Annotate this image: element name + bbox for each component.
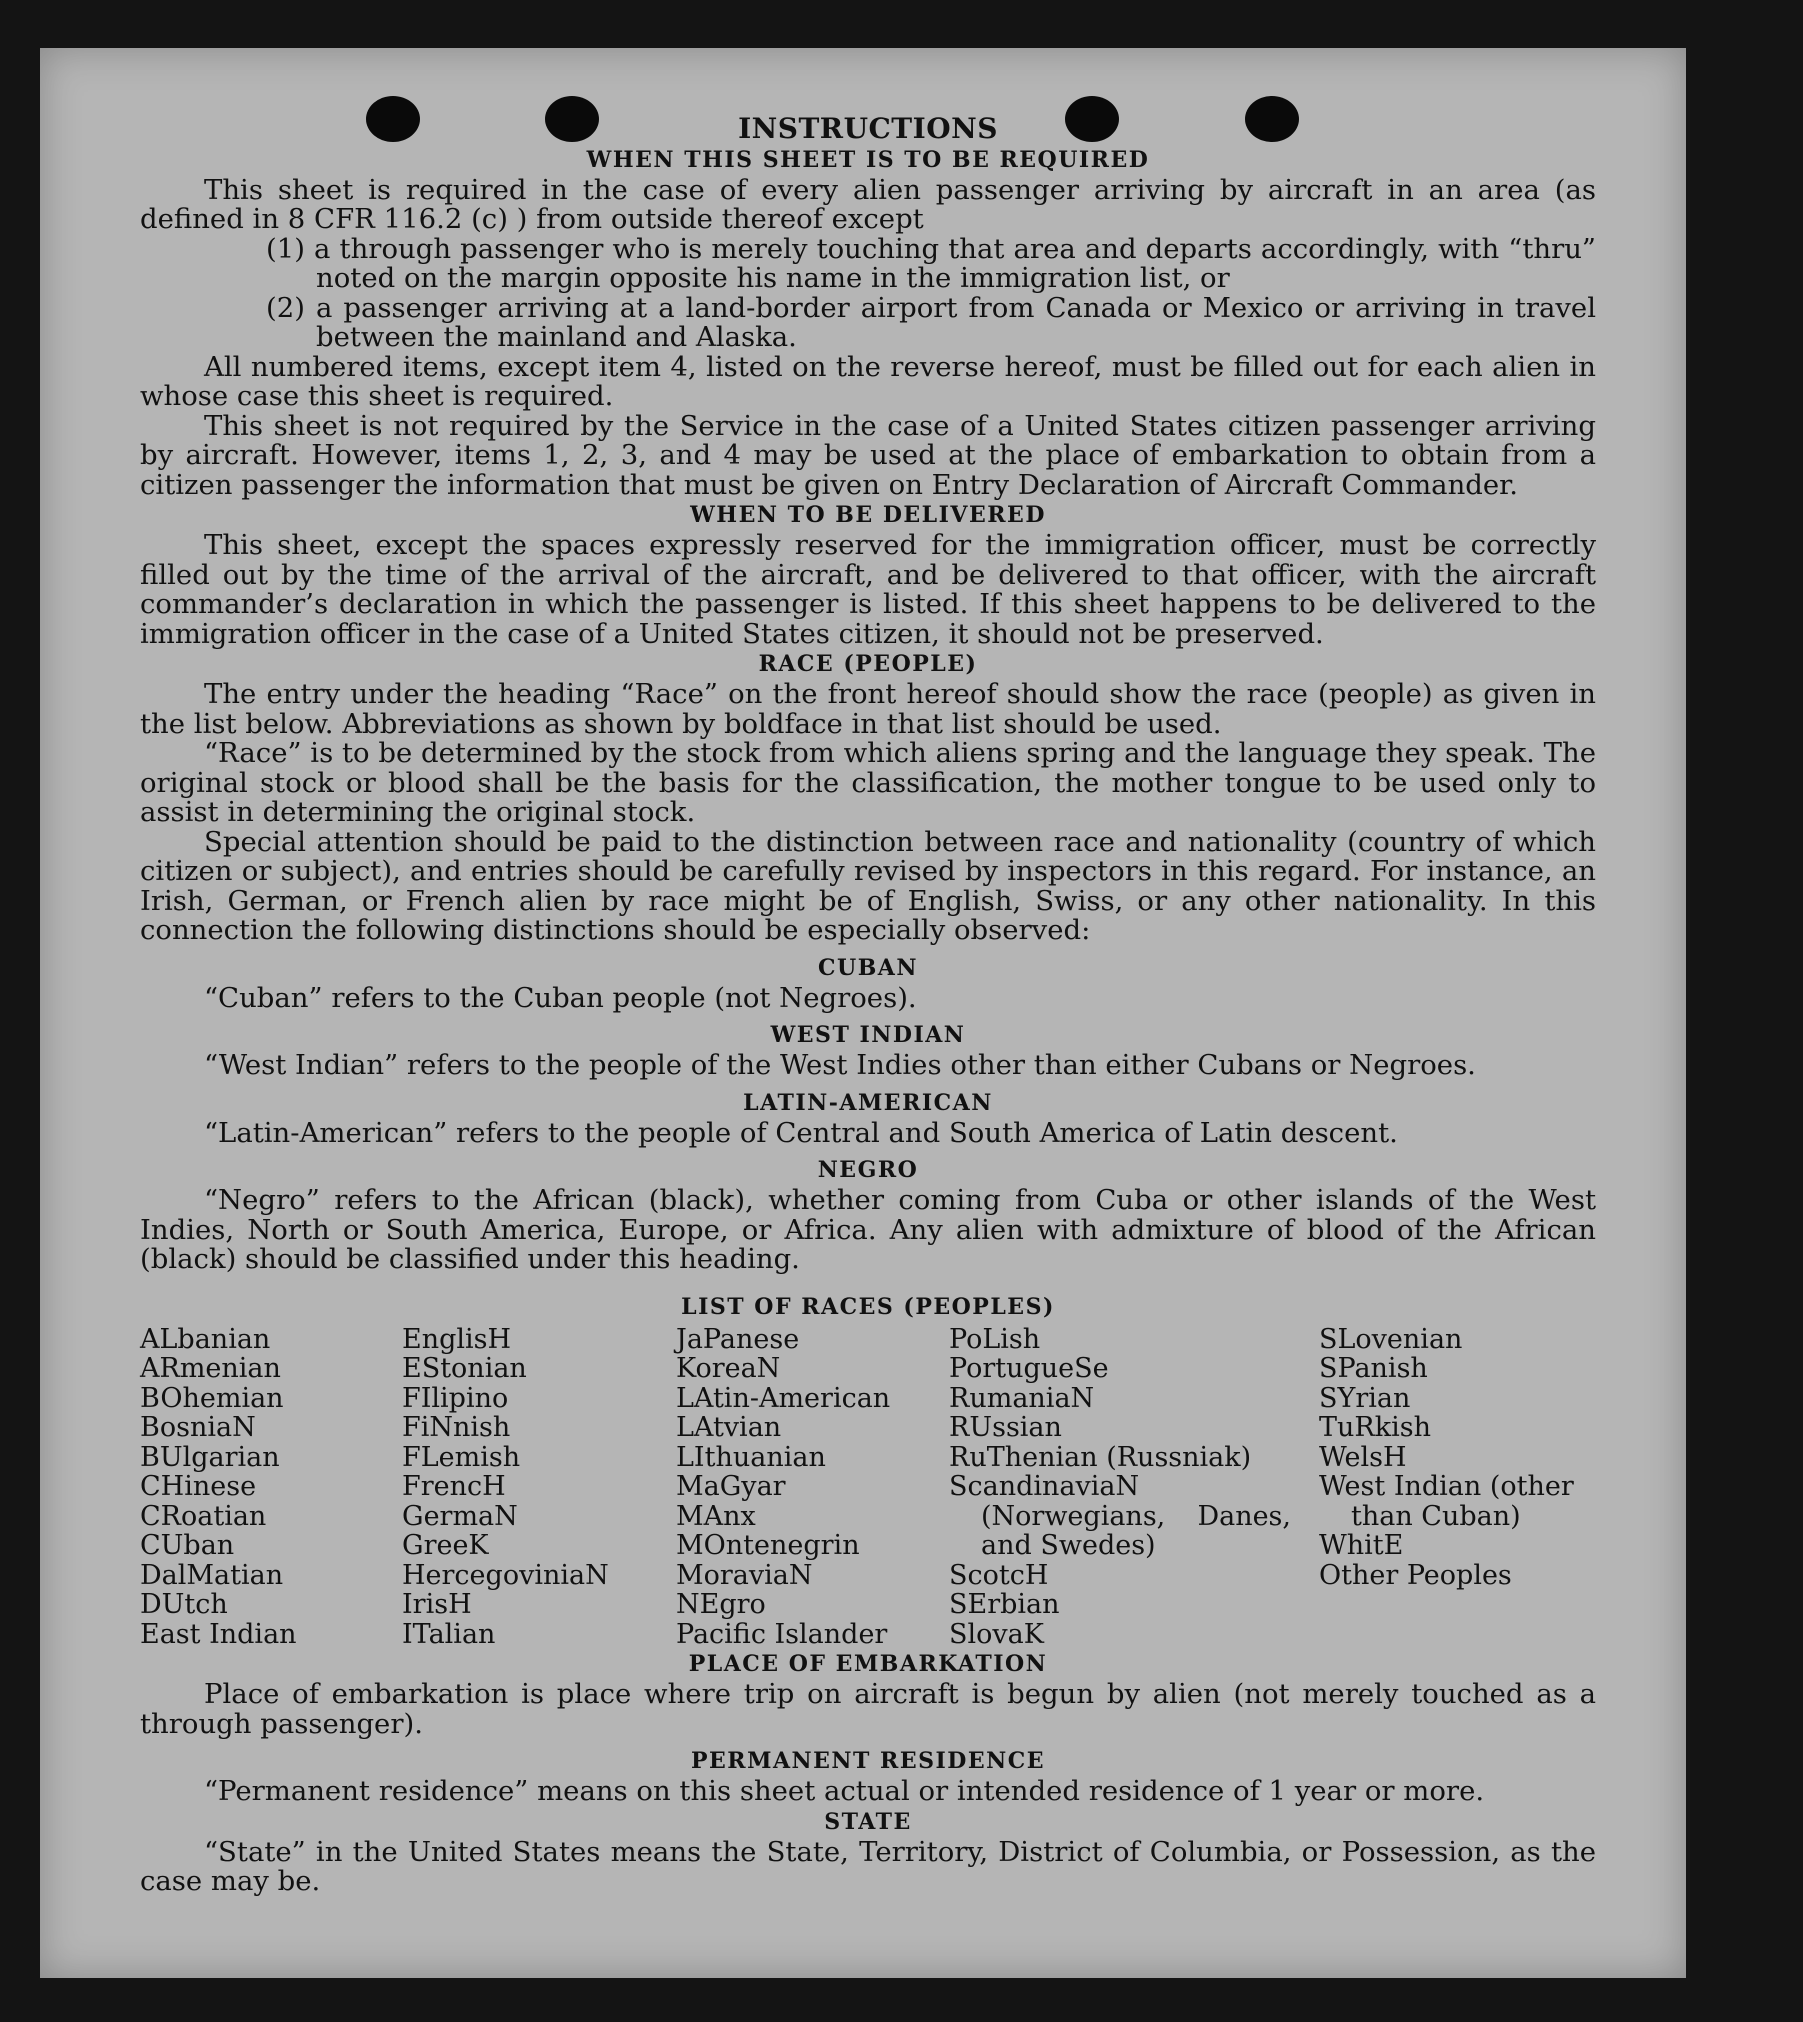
race-item: FLemish (402, 1441, 521, 1473)
race-item: PortugueSe (949, 1353, 1109, 1384)
embarkation-text: Place of embarkation is place where trip on aircraft is begun by alien (not merely touched as a through passenger). (140, 1678, 1596, 1740)
section-heading-state: STATE (824, 1808, 912, 1835)
race-item: CHinese (140, 1471, 257, 1502)
races-column-3 (676, 1325, 949, 1650)
race-item: FrencH (402, 1471, 506, 1502)
race-item: ScandinaviaN (Norwegians, Danes, and Swedes) (949, 1471, 1291, 1561)
race-item: SLovenian (1319, 1323, 1463, 1355)
races-column-4 (949, 1325, 1319, 1650)
races-list (140, 1325, 1596, 1650)
state-text: “State” in the United States means the State, Territory, District of Columbia, or Possession, as the case may be. (140, 1835, 1596, 1897)
race-item: PoLish (949, 1323, 1041, 1355)
race-item: BOhemian (140, 1382, 284, 1414)
race-paragraph-3: Special attention should be paid to the distinction between race and nationality (country of which citizen or subject), and entries should be carefully revised by inspectors in this regard. For instance, an Irish, German, or French alien by race might be of English, Swiss, or any other nationality. In this connection the following distinctions should be especially observed: (140, 825, 1596, 946)
race-item: FIlipino (402, 1382, 509, 1414)
race-item: DUtch (140, 1589, 228, 1620)
race-item: MoraviaN (676, 1559, 813, 1591)
document-sheet (40, 48, 1686, 1978)
race-item: FiNnish (402, 1412, 511, 1443)
race-item: TuRkish (1319, 1412, 1431, 1443)
delivered-text: This sheet, except the spaces expressly reserved for the immigration officer, must be correctly filled out by the time of the arrival of the aircraft, and be delivered to that officer, with the aircraft commander’s declaration in which the passenger is listed. If this sheet happens to be delivered to the immigration officer in the case of a United States citizen, it should not be preserved. (140, 529, 1596, 650)
race-item: EStonian (402, 1353, 527, 1384)
race-item: CUban (140, 1530, 235, 1561)
race-item: MaGyar (676, 1471, 786, 1502)
race-item: SErbian (949, 1589, 1060, 1620)
race-item: JaPanese (676, 1323, 800, 1355)
section-heading-west-indian: WEST INDIAN (770, 1022, 966, 1048)
race-item: EnglisH (402, 1323, 512, 1355)
race-paragraph-2: “Race” is to be determined by the stock from which aliens spring and the language they speak. The original stock or blood shall be the basis for the classification, the mother tongue to be used only to assist in determining the original stock. (140, 737, 1596, 828)
race-item: WelsH (1319, 1441, 1407, 1473)
section-heading-cuban: CUBAN (818, 954, 918, 981)
races-column-1 (140, 1325, 402, 1650)
race-item: RuThenian (Russniak) (949, 1441, 1252, 1473)
race-item: East Indian (140, 1618, 297, 1650)
races-column-5 (1319, 1325, 1596, 1650)
section-heading-required: WHEN THIS SHEET IS TO BE REQUIRED (586, 146, 1150, 173)
race-item: SPanish (1319, 1353, 1428, 1384)
race-item: West Indian (other than Cuban) (1319, 1471, 1574, 1532)
race-item: LAtvian (676, 1412, 782, 1443)
race-item: CRoatian (140, 1500, 267, 1532)
race-item: NEgro (676, 1589, 766, 1620)
race-item: Pacific Islander (676, 1618, 888, 1650)
races-column-2 (402, 1325, 676, 1650)
cuban-text: “Cuban” refers to the Cuban people (not Negroes). (204, 981, 917, 1014)
race-item: BUlgarian (140, 1441, 280, 1473)
required-citizen: This sheet is not required by the Service in the case of a United States citizen passenger arriving by aircraft. However, items 1, 2, 3, and 4 may be used at the place of embarkation to obtain from a citizen passenger the information that must be given on Entry Declaration of Aircraft Commander. (140, 409, 1596, 501)
race-item: ScotcH (949, 1559, 1049, 1591)
race-item: SlovaK (949, 1618, 1044, 1650)
section-heading-list-of-races: LIST OF RACES (PEOPLES) (681, 1293, 1055, 1320)
race-item: ALbanian (140, 1323, 271, 1355)
race-item: KoreaN (676, 1353, 781, 1384)
race-item: SYrian (1319, 1382, 1411, 1414)
race-item: LAtin-American (676, 1382, 891, 1414)
race-item: RumaniaN (949, 1382, 1095, 1414)
race-item: GermaN (402, 1500, 518, 1532)
section-heading-negro: NEGRO (817, 1157, 919, 1183)
required-exception-2: (2) a passenger arriving at a land-border airport from Canada or Mexico or arriving in travel between the mainland and Alaska. (266, 291, 1596, 353)
negro-text: “Negro” refers to the African (black), whether coming from Cuba or other islands of the West Indies, North or South America, Europe, or Africa. Any alien with admixture of blood of the African (black) should be classified under this heading. (140, 1184, 1596, 1275)
race-item: DalMatian (140, 1559, 284, 1591)
race-item: ITalian (402, 1618, 496, 1650)
required-all-items: All numbered items, except item 4, listed on the reverse hereof, must be filled out for each alien in whose case this sheet is required. (140, 350, 1596, 412)
section-heading-embarkation: PLACE OF EMBARKATION (688, 1651, 1048, 1677)
required-exception-1: (1) a through passenger who is merely touching that area and departs accordingly, with “thru” noted on the margin opposite his name in the immigration list, or (266, 232, 1596, 294)
page-title: INSTRUCTIONS (738, 112, 998, 145)
race-item: IrisH (402, 1589, 472, 1620)
instructions-body (140, 114, 1596, 1897)
race-item: BosniaN (140, 1412, 256, 1443)
race-item: LIthuanian (676, 1441, 826, 1473)
residence-text: “Permanent residence” means on this sheet actual or intended residence of 1 year or more. (204, 1775, 1485, 1807)
section-heading-latin-american: LATIN-AMERICAN (743, 1089, 993, 1116)
race-item: MOntenegrin (676, 1530, 860, 1561)
west-indian-text: “West Indian” refers to the people of the West Indies other than either Cubans or Negroes. (204, 1049, 1476, 1081)
section-heading-delivered: WHEN TO BE DELIVERED (690, 502, 1046, 528)
required-intro: This sheet is required in the case of every alien passenger arriving by aircraft in an area (as defined in 8 CFR 116.2 (c) ) from outside thereof except (140, 173, 1596, 235)
race-item: Other Peoples (1319, 1559, 1512, 1591)
race-item: GreeK (402, 1530, 489, 1561)
race-item: ARmenian (140, 1353, 281, 1384)
race-item: RUssian (949, 1412, 1062, 1443)
race-item: WhitE (1319, 1530, 1404, 1561)
race-paragraph-1: The entry under the heading “Race” on the front hereof should show the race (people) as given in the list below. Abbreviations as shown by boldface in that list should be used. (140, 678, 1596, 740)
section-heading-residence: PERMANENT RESIDENCE (691, 1748, 1045, 1774)
section-heading-race: RACE (PEOPLE) (758, 651, 978, 677)
latin-american-text: “Latin-American” refers to the people of Central and South America of Latin descent. (204, 1116, 1398, 1149)
race-item: MAnx (676, 1500, 756, 1532)
race-item: HercegoviniaN (402, 1559, 609, 1591)
